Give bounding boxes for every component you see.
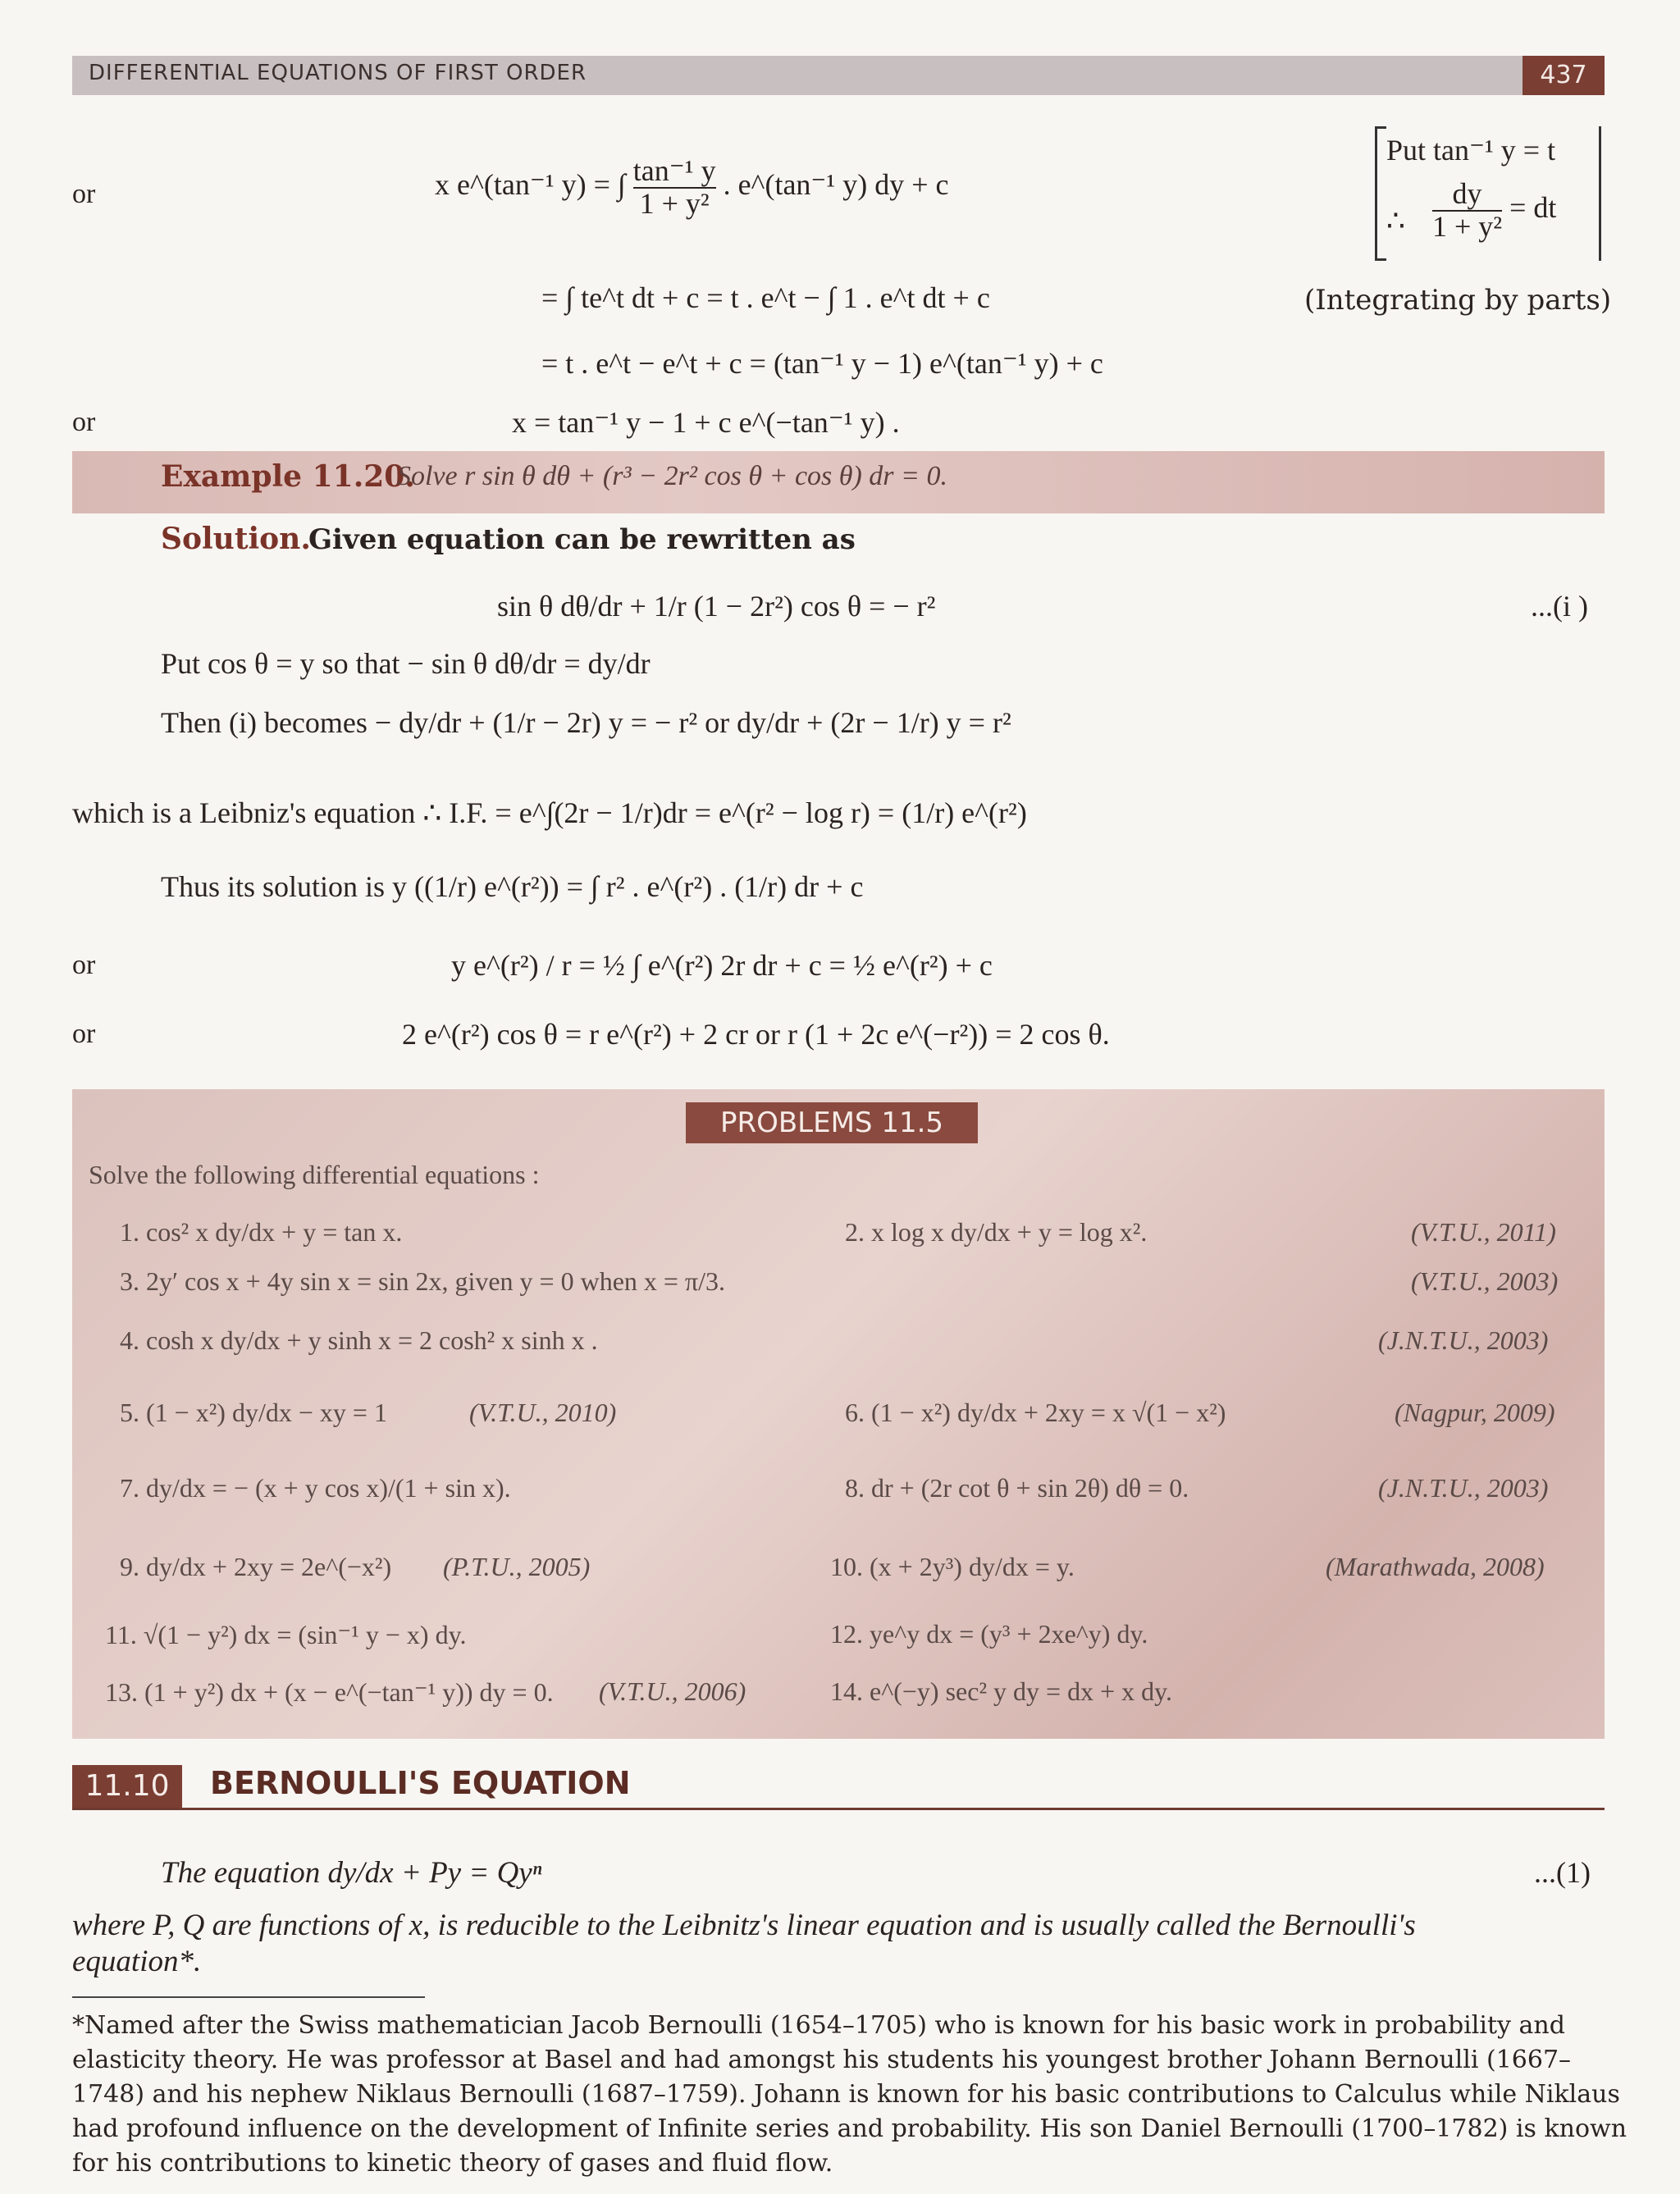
section-rule bbox=[72, 1808, 1605, 1810]
sub-rhs: = dt bbox=[1509, 191, 1557, 225]
example-statement: Solve r sin θ dθ + (r³ − 2r² cos θ + cos θ) dr = 0. bbox=[397, 461, 947, 491]
problem-source: (Marathwada, 2008) bbox=[1326, 1552, 1545, 1581]
eq1-lhs: x e^(tan⁻¹ y) = ∫ bbox=[435, 168, 626, 202]
problem-item: 12. ye^y dx = (y³ + 2xe^y) dy. bbox=[830, 1619, 1148, 1649]
sub-den: 1 + y² bbox=[1432, 209, 1503, 243]
substitution-line-2 bbox=[1432, 179, 1556, 243]
section-paragraph: equation*. bbox=[72, 1945, 202, 1978]
problem-source: (V.T.U., 2006) bbox=[599, 1676, 746, 1706]
therefore-symbol: ∴ bbox=[1386, 204, 1405, 237]
problem-item: 3. 2y′ cos x + 4y sin x = sin 2x, given y = 0 when x = π/3. bbox=[120, 1266, 725, 1296]
bernoulli-equation: The equation dy/dx + Py = Qyⁿ bbox=[161, 1856, 542, 1890]
running-header-title: DIFFERENTIAL EQUATIONS OF FIRST ORDER bbox=[89, 61, 587, 85]
problem-item: 1. cos² x dy/dx + y = tan x. bbox=[120, 1217, 403, 1247]
problem-item: 4. cosh x dy/dx + y sinh x = 2 cosh² x sinh x . bbox=[120, 1325, 598, 1355]
problems-heading: PROBLEMS 11.5 bbox=[686, 1102, 978, 1143]
footnote-line: elasticity theory. He was professor at Basel and had amongst his students his youngest brother Johann Bernoulli (1667– bbox=[72, 2046, 1572, 2074]
or-label: or bbox=[72, 179, 96, 209]
problem-item: 9. dy/dx + 2xy = 2e^(−x²) bbox=[120, 1552, 392, 1581]
problem-item: 7. dy/dx = − (x + y cos x)/(1 + sin x). bbox=[120, 1473, 511, 1503]
footnote-line: 1748) and his nephew Niklaus Bernoulli (1687–1759). Johann is known for his basic contributions to Calculus while Niklaus bbox=[72, 2080, 1620, 2109]
equation-line-5: y e^(r²) / r = ½ ∫ e^(r²) 2r dr + c = ½ e^(r²) + c bbox=[451, 949, 993, 982]
problem-source: (Nagpur, 2009) bbox=[1395, 1398, 1555, 1427]
problem-item: 13. (1 + y²) dx + (x − e^(−tan⁻¹ y)) dy = 0. bbox=[105, 1677, 554, 1707]
equation-i: sin θ dθ/dr + 1/r (1 − 2r²) cos θ = − r² bbox=[497, 590, 936, 623]
solution-label: Solution. bbox=[161, 522, 311, 556]
problem-source: (V.T.U., 2010) bbox=[469, 1398, 617, 1427]
eq1-num: tan⁻¹ y bbox=[632, 154, 716, 187]
problem-item: 6. (1 − x²) dy/dx + 2xy = x √(1 − x²) bbox=[845, 1398, 1226, 1427]
footnote-rule bbox=[72, 1996, 425, 1998]
eq1-den: 1 + y² bbox=[633, 187, 716, 220]
page-number: 437 bbox=[1522, 56, 1605, 95]
example-label: Example 11.20. bbox=[161, 459, 415, 494]
problem-item: 2. x log x dy/dx + y = log x². bbox=[845, 1217, 1148, 1247]
problems-intro: Solve the following differential equations : bbox=[89, 1160, 540, 1189]
problem-item: 5. (1 − x²) dy/dx − xy = 1 bbox=[120, 1398, 387, 1427]
final-answer: 2 e^(r²) cos θ = r e^(r²) + 2 cr or r (1 + 2c e^(−r²)) = 2 cos θ. bbox=[402, 1018, 1110, 1051]
problem-item: 8. dr + (2r cot θ + sin 2θ) dθ = 0. bbox=[845, 1473, 1189, 1503]
footnote-line: had profound influence on the development of Infinite series and probability. His son Daniel Bernoulli (1700–1782) is known bbox=[72, 2114, 1628, 2143]
problem-source: (J.N.T.U., 2003) bbox=[1378, 1473, 1549, 1503]
equation-line-1 bbox=[435, 156, 948, 220]
equation-line-3: = t . e^t − e^t + c = (tan⁻¹ y − 1) e^(tan⁻¹ y) + c bbox=[541, 347, 1103, 380]
section-title: BERNOULLI'S EQUATION bbox=[210, 1765, 631, 1801]
section-paragraph: where P, Q are functions of x, is reducible to the Leibnitz's linear equation and is usually called the Bernoulli's bbox=[72, 1909, 1416, 1942]
problem-item: 11. √(1 − y²) dx = (sin⁻¹ y − x) dy. bbox=[105, 1620, 467, 1649]
sub-num: dy bbox=[1452, 177, 1482, 210]
integrating-by-parts-note: (Integrating by parts) bbox=[1304, 284, 1612, 317]
section-number: 11.10 bbox=[72, 1765, 182, 1808]
equation-1-tag: ...(1) bbox=[1534, 1856, 1591, 1889]
or-label: or bbox=[72, 950, 96, 980]
or-label: or bbox=[72, 407, 96, 437]
substitution-line-1: Put tan⁻¹ y = t bbox=[1386, 134, 1556, 166]
footnote-line: for his contributions to kinetic theory of gases and fluid flow. bbox=[72, 2149, 833, 2178]
problem-source: (P.T.U., 2005) bbox=[443, 1552, 591, 1581]
equation-i-tag: ...(i ) bbox=[1531, 590, 1588, 623]
eq1-rhs: . e^(tan⁻¹ y) dy + c bbox=[723, 168, 949, 202]
problem-source: (V.T.U., 2011) bbox=[1411, 1217, 1556, 1247]
problem-item: 10. (x + 2y³) dy/dx = y. bbox=[830, 1552, 1075, 1581]
problem-item: 14. e^(−y) sec² y dy = dx + x dy. bbox=[830, 1676, 1173, 1706]
problem-source: (V.T.U., 2003) bbox=[1411, 1266, 1559, 1296]
equation-line-4: x = tan⁻¹ y − 1 + c e^(−tan⁻¹ y) . bbox=[512, 406, 900, 439]
transformed-equation: Then (i) becomes − dy/dr + (1/r − 2r) y = − r² or dy/dr + (2r − 1/r) y = r² bbox=[161, 706, 1011, 739]
footnote-line: *Named after the Swiss mathematician Jacob Bernoulli (1654–1705) who is known for his basic work in probability and bbox=[72, 2011, 1565, 2040]
solution-intro: Given equation can be rewritten as bbox=[308, 523, 856, 556]
equation-line-2: = ∫ te^t dt + c = t . e^t − ∫ 1 . e^t dt + c bbox=[541, 281, 990, 314]
problem-source: (J.N.T.U., 2003) bbox=[1378, 1325, 1549, 1355]
integrating-factor: which is a Leibniz's equation ∴ I.F. = e^∫(2r − 1/r)dr = e^(r² − log r) = (1/r) e^(r²) bbox=[72, 796, 1027, 829]
substitution-step: Put cos θ = y so that − sin θ dθ/dr = dy/dr bbox=[161, 647, 651, 680]
general-solution: Thus its solution is y ((1/r) e^(r²)) = ∫ r² . e^(r²) . (1/r) dr + c bbox=[161, 870, 864, 903]
or-label: or bbox=[72, 1019, 96, 1049]
